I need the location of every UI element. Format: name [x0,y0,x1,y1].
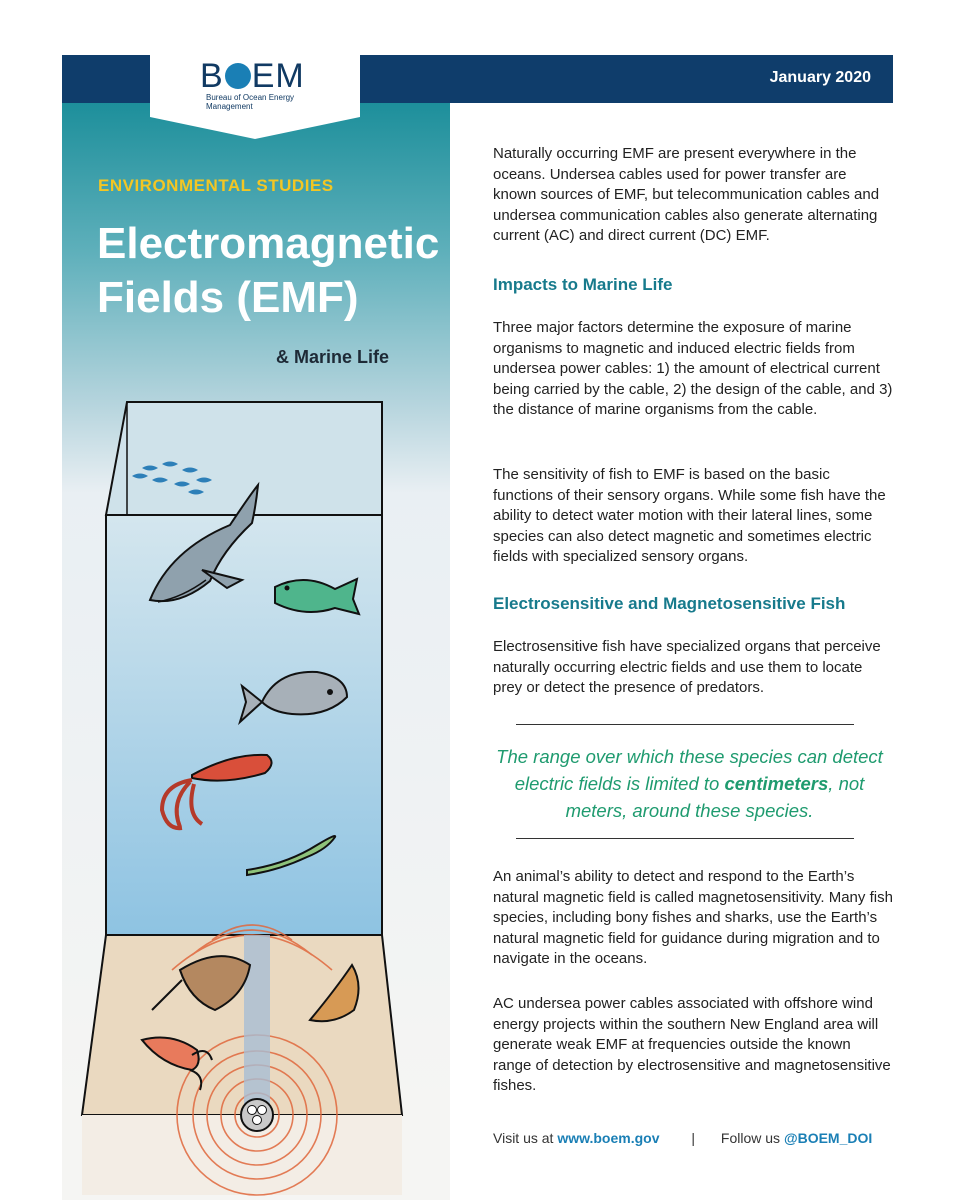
boem-logo[interactable] [150,55,360,135]
cable-cross-section-icon [241,1099,273,1131]
footer-separator: | [691,1130,696,1146]
power-cable [244,935,270,1115]
publication-date: January 2020 [769,69,871,86]
visit-label: Visit us at [493,1130,558,1146]
social-handle-link[interactable]: @BOEM_DOI [783,1130,873,1146]
quote-rule-top [516,724,854,725]
heading-electrosensitive: Electrosensitive and Magnetosensitive Fish [493,594,846,613]
series-kicker: ENVIRONMENTAL STUDIES [98,176,334,195]
title-line-2: Fields (EMF) [97,273,359,322]
green-fish-icon [275,579,359,614]
water-column [106,515,382,935]
website-link[interactable]: www.boem.gov [557,1130,660,1146]
quote-rule-bottom [516,838,854,839]
wave-logo-icon [225,63,251,89]
marine-tank-illustration [62,380,450,1200]
logo-subtitle: Bureau of Ocean Energy Management [206,93,295,111]
logo-letters-em: EM [251,57,305,95]
quote-text-start: The range over which these species can detect electric fields is limited to [496,746,883,794]
footer [493,1130,893,1146]
electrosensitive-paragraph: Electrosensitive fish have specialized organs that perceive naturally occurring electric fields and use them to locate prey or detect the presence of predators. [493,638,881,696]
page-title [97,217,440,325]
pull-quote [493,743,886,824]
logo-letters-b: B [200,57,224,95]
intro-paragraph: Naturally occurring EMF are present everywhere in the oceans. Undersea cables used for power transfer are known sources of EMF, but telecommunication cables and undersea communication cables also generate alternating current (AC) and direct current (DC) EMF. [493,145,880,244]
quote-text-end: , not meters, around these species. [565,773,865,821]
page-subtitle: & Marine Life [276,347,390,367]
ac-cables-paragraph: AC undersea power cables associated with offshore wind energy projects within the southern New England area will generate weak EMF at frequencies outside the known range of detection by electrosensitive and magnetosensitive fishes. [493,995,891,1094]
quote-emphasis: centimeters [724,773,829,794]
impacts-paragraph-2: The sensitivity of fish to EMF is based on the basic functions of their sensory organs. While some fish have the ability to detect water motion with their lateral lines, some species can also detect magnetic and sometimes electric fields with specialized sensory organs. [493,466,886,565]
tank-top-face [106,402,382,515]
title-line-1: Electromagnetic [97,219,440,268]
follow-label: Follow us [720,1130,784,1146]
impacts-paragraph-1: Three major factors determine the exposure of marine organisms to magnetic and induced electric fields from undersea power cables: 1) the amount of electrical current being carried by the cable, 2) the design of the cable, and 3) the distance of marine organisms from the cable. [493,319,893,418]
heading-impacts: Impacts to Marine Life [493,275,673,294]
magnetosensitivity-paragraph: An animal’s ability to detect and respond to the Earth’s natural magnetic field is called magnetosensitivity. Many fish species, including bony fishes and sharks, use the Earth’s natural magnetic field for guidance during migration and to navigate in the oceans. [493,868,893,967]
